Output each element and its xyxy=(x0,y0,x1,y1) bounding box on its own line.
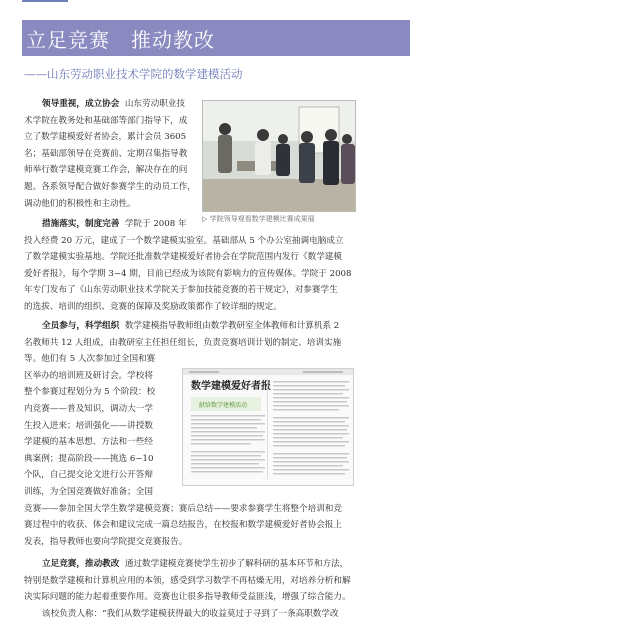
text-line: 决实际问题的能力起着重要作用。竞赛也让很多指导教师受益匪浅，增强了综合能力。 xyxy=(24,592,351,603)
top-rule xyxy=(22,0,68,2)
text-line: 内竞赛——普及知识，调动大一学 xyxy=(24,403,153,414)
text-line: 通过数学建模竞赛使学生初步了解科研的基本环节和方法， xyxy=(124,559,349,569)
text-line: 生投入进来；培训强化——讲授数 xyxy=(24,420,153,431)
text-line: 投入经费 20 万元，建成了一个数学建模实验室。基础部从 5 个办公室抽调电脑成立 xyxy=(24,235,344,246)
text-line: 整个参赛过程划分为 5 个阶段：校 xyxy=(24,387,156,398)
text-line: 区举办的培训班及研讨会。学校将 xyxy=(24,370,153,381)
section-lead: 领导重视，成立协会 xyxy=(42,99,120,109)
text-line: 术学院在教务处和基础部等部门指导下，成 xyxy=(24,115,188,126)
text-line: 调动他们的积极性和主动性。 xyxy=(24,198,136,209)
section-leadership xyxy=(24,96,200,212)
text-line: 名教师共 12 人组成，由教研室主任担任组长，负责竞赛培训计划的制定、培训实施 xyxy=(24,337,342,348)
section-quote xyxy=(24,606,364,623)
text-line: 特别是数学建模和计算机应用的本领，感受到学习数学不再枯燥无用，对培养分析和解 xyxy=(24,575,351,586)
event-photo-image xyxy=(203,101,356,212)
page-title: 立足竞赛 推动教改 xyxy=(26,28,215,52)
text-line: 题。各系领导配合做好参赛学生的动员工作， xyxy=(24,181,196,192)
text-line: 山东劳动职业技 xyxy=(124,99,185,109)
section-lead: 全员参与，科学组织 xyxy=(42,321,120,331)
newsletter-graphic xyxy=(183,369,354,486)
text-line: 该校负责人称：“我们从数学建模获得最大的收益莫过于寻到了一条高职数学改 xyxy=(42,609,339,619)
text-line: 学院于 2008 年 xyxy=(124,219,187,229)
text-line: 个队，自己提交论文进行公开答辩 xyxy=(24,470,153,481)
newsletter-title: 数学建模爱好者报 xyxy=(191,381,271,392)
text-line: 立了数学建模爱好者协会，累计会员 3605 xyxy=(24,132,187,143)
section-lead: 措施落实，制度完善 xyxy=(42,219,120,229)
photo-caption: ▷ 学院领导观看数学建模比赛成果展 xyxy=(202,215,315,223)
newsletter-badge: 献给数学建模活动 xyxy=(199,402,248,409)
text-line: 年专门发布了《山东劳动职业技术学院关于参加技能竞赛的若干规定》，对参赛学生 xyxy=(24,285,338,296)
text-line: 典案例；提高阶段——挑选 6~10 xyxy=(24,453,154,464)
title-banner xyxy=(22,20,410,56)
text-line: 了数学建模实验基地。学院还批准数学建模爱好者协会在学院范围内发行《数学建模 xyxy=(24,252,342,263)
text-line: 竞赛——参加全国大学生数学建模竞赛；赛后总结——要求参赛学生将整个培训和竞 xyxy=(24,503,342,514)
text-line: 发表，指导教师也要向学院提交竞赛报告。 xyxy=(24,536,188,547)
text-line: 赛过程中的收获、体会和建议完成一篇总结报告，在校报和数学建模爱好者协会报上 xyxy=(24,520,342,531)
text-line: 的选拔、培训的组织、竞赛的保障及奖励政策都作了较详细的规定。 xyxy=(24,301,282,312)
text-line: 训练，为全国竞赛做好准备；全国 xyxy=(24,486,153,497)
text-line: 爱好者报》，每个学期 3~4 期，目前已经成为该院有影响力的宣传媒体。学院于 2008 xyxy=(24,268,352,279)
text-line: 学建模的基本思想、方法和一些经 xyxy=(24,437,153,448)
text-line: 师举行数学建模竞赛工作会，解决存在的问 xyxy=(24,165,188,176)
section-lead: 立足竞赛，推动教改 xyxy=(42,559,120,569)
text-line: 名；基础部领导在竞赛前、定期召集指导教 xyxy=(24,148,188,159)
text-line: 数学建模指导教师组由数学教研室全体教师和计算机系 2 xyxy=(124,321,340,331)
event-photo xyxy=(202,100,356,212)
text-line: 等。他们有 5 人次参加过全国和赛 xyxy=(24,354,156,365)
newsletter-image xyxy=(182,368,354,486)
page-subtitle: ——山东劳动职业技术学院的数学建模活动 xyxy=(24,67,243,81)
section-reform xyxy=(24,556,364,606)
section-measures xyxy=(24,216,364,316)
